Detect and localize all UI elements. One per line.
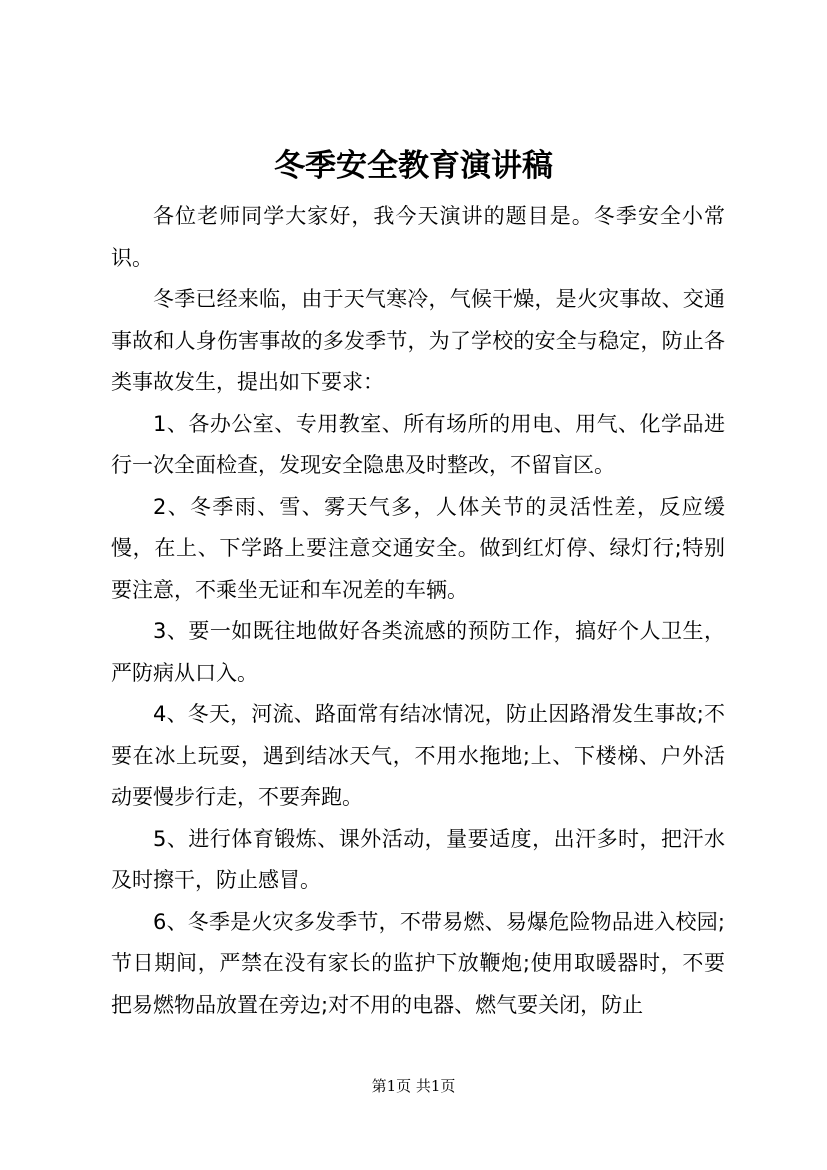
paragraph-intro: 冬季已经来临，由于天气寒冷，气候干燥，是火灾事故、交通事故和人身伤害事故的多发季节，为了学校的安全与稳定，防止各类事故发生，提出如下要求：: [111, 287, 725, 394]
paragraph-greeting: 各位老师同学大家好，我今天演讲的题目是。冬季安全小常识。: [111, 204, 725, 270]
paragraph-item-1: 1、各办公室、专用教室、所有场所的用电、用气、化学品进行一次全面检查，发现安全隐患及时整改，不留盲区。: [111, 411, 725, 477]
document-body: [111, 196, 725, 1026]
paragraph-item-2: 2、冬季雨、雪、雾天气多，人体关节的灵活性差，反应缓慢，在上、下学路上要注意交通安全。做到红灯停、绿灯行;特别要注意，不乘坐无证和车况差的车辆。: [111, 494, 725, 602]
paragraph-item-6: 6、冬季是火灾多发季节，不带易燃、易爆危险物品进入校园;节日期间，严禁在没有家长的监护下放鞭炮;使用取暖器时，不要把易燃物品放置在旁边;对不用的电器、燃气要关闭，防止: [111, 909, 725, 1017]
paragraph-item-4: 4、冬天，河流、路面常有结冰情况，防止因路滑发生事故;不要在冰上玩耍，遇到结冰天气，不用水拖地;上、下楼梯、户外活动要慢步行走，不要奔跑。: [111, 702, 725, 809]
paragraph-item-3: 3、要一如既往地做好各类流感的预防工作，搞好个人卫生，严防病从口入。: [111, 619, 725, 685]
document-title: 冬季安全教育演讲稿: [274, 148, 553, 184]
paragraph-item-5: 5、进行体育锻炼、课外活动，量要适度，出汗多时，把汗水及时擦干，防止感冒。: [111, 826, 725, 892]
page-footer: 第1页 共1页: [371, 1077, 456, 1095]
